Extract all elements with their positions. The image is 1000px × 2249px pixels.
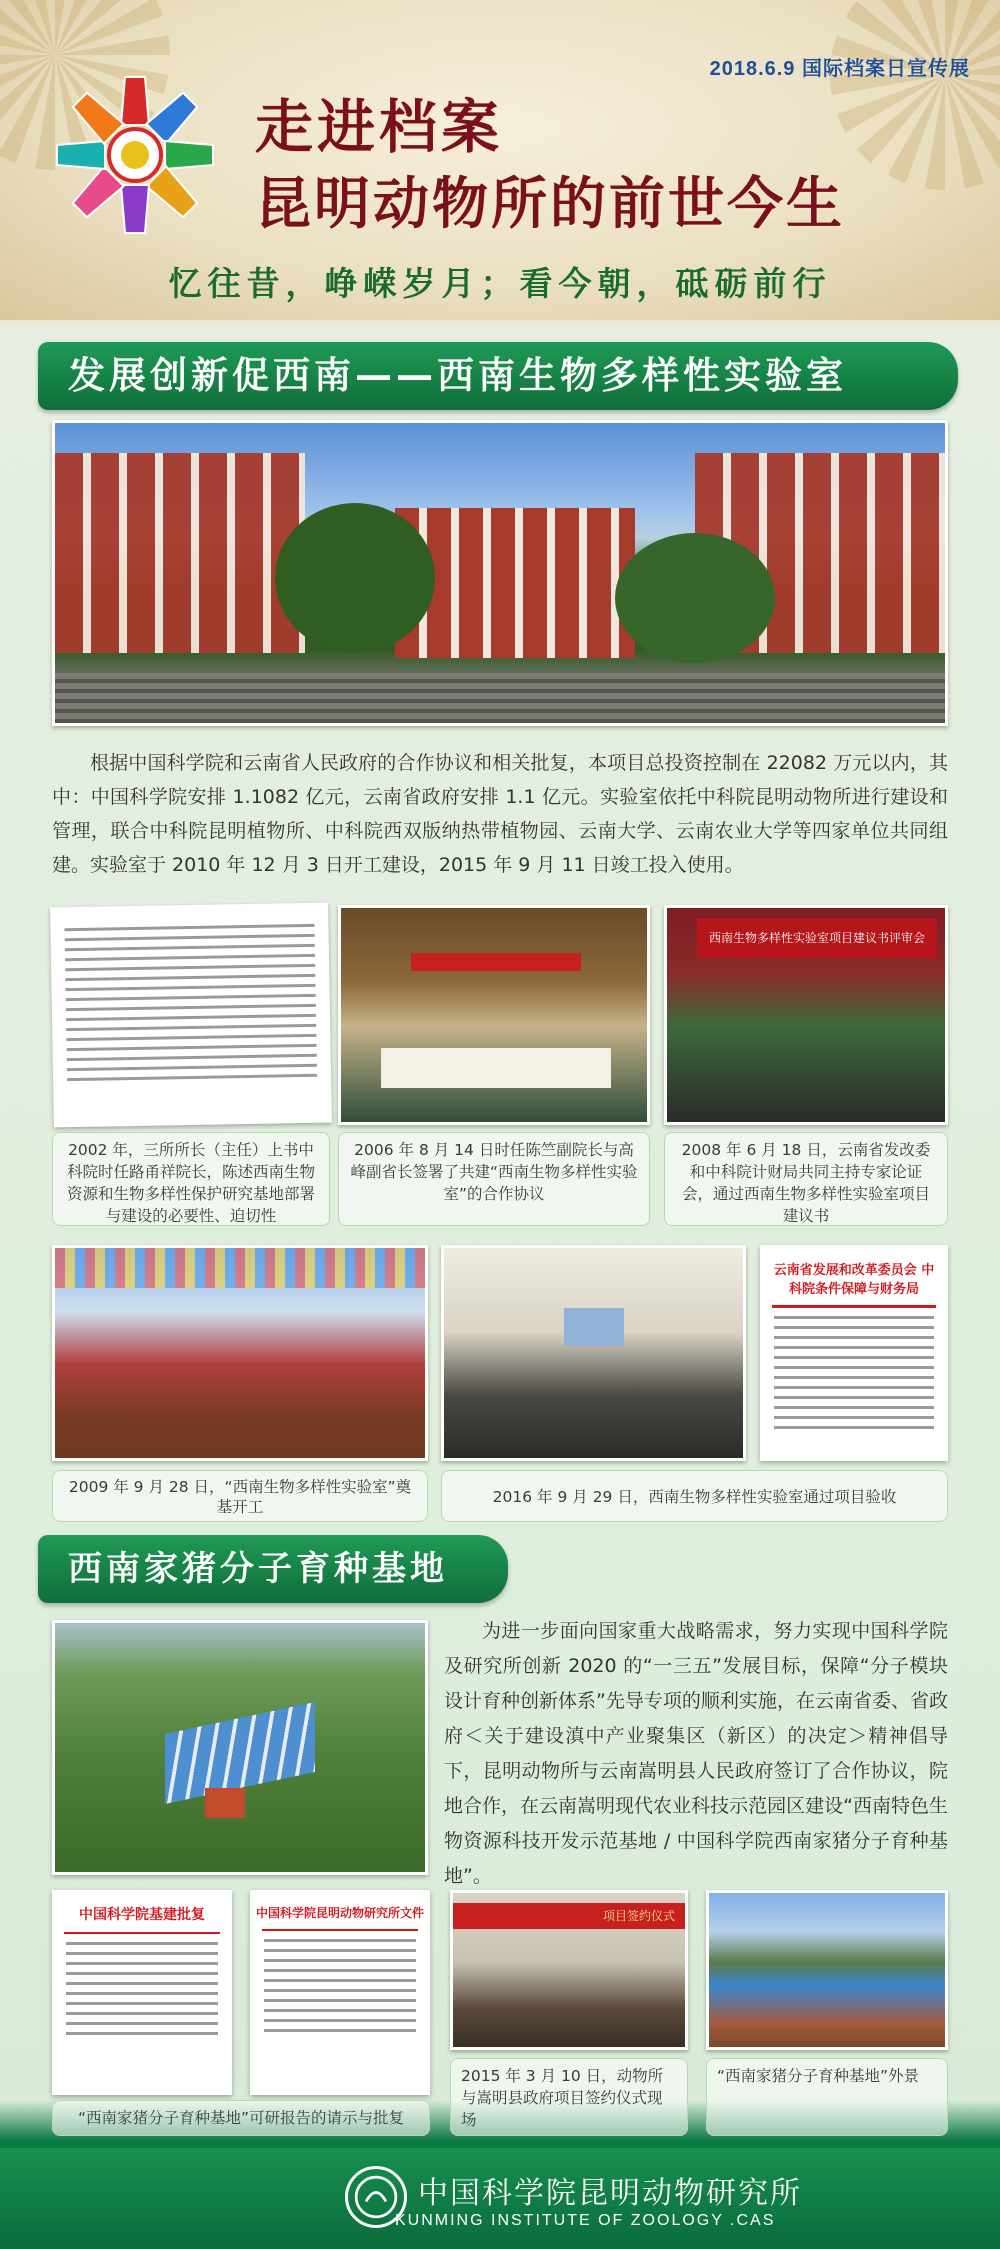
institute-name-en: KUNMING INSTITUTE OF ZOOLOGY .CAS xyxy=(395,2212,776,2229)
tree xyxy=(615,533,775,663)
handwritten-letter-photo xyxy=(50,903,332,1128)
building-wing-left xyxy=(55,453,305,653)
kiz-request-document xyxy=(250,1890,430,2095)
red-banner xyxy=(411,953,581,971)
signing-ceremony-2015-photo xyxy=(450,1890,688,2050)
institute-name-cn: 中国科学院昆明动物研究所 xyxy=(418,2176,802,2211)
page-title-line1: 走进档案 xyxy=(255,93,504,161)
archive-day-logo-icon xyxy=(50,70,220,240)
signing-table xyxy=(381,1048,611,1088)
approval-document-photo xyxy=(760,1245,948,1461)
caption-2008: 2008 年 6 月 18 日，云南省发改委和中科院计财局共同主持专家论证会，通过西南生物多样性实验室项目建议书 xyxy=(664,1132,948,1226)
doc-header: 中国科学院基建批复 xyxy=(79,1907,205,1923)
review-meeting-photo xyxy=(664,905,948,1125)
section2-paragraph: 为进一步面向国家重大战略需求，努力实现中国科学院及研究所创新 2020 的“一三五”发展目标，保障“分子模块设计育种创新体系”先导专项的顺利实施，在云南省委、省政府＜关于建设滇中产业聚集区（新区）的决定＞精神倡导下，昆明动物所与云南嵩明县人民政府签订了合作协议，院地合作，在云南嵩明现代农业科技示范园区建设“西南特色生物资源科技开发示范基地 / 中国科学院西南家猪分子育种基地”。 xyxy=(444,1620,948,1887)
logo-petal xyxy=(121,77,149,125)
caption-2009: 2009 年 9 月 28 日，“西南生物多样性实验室”奠基开工 xyxy=(52,1470,428,1522)
doc-header: 云南省发展和改革委员会 中科院条件保障与财务局 xyxy=(773,1263,935,1297)
slogan: 忆往昔，峥嵘岁月；看今朝，砥砺前行 xyxy=(168,264,832,303)
ceremony-banner: 项目签约仪式 xyxy=(453,1903,685,1929)
steps xyxy=(55,673,945,723)
caption-feasibility-report: “西南家猪分子育种基地”可研报告的请示与批复 xyxy=(52,2100,430,2136)
meeting-banner: 西南生物多样性实验室项目建议书评审会 xyxy=(697,918,937,958)
caption-2016: 2016 年 9 月 29 日，西南生物多样性实验室通过项目验收 xyxy=(441,1470,948,1522)
signing-ceremony-photo xyxy=(338,905,650,1125)
pig-base-exterior-photo xyxy=(706,1890,948,2050)
logo-petal xyxy=(57,141,105,169)
projector-screen xyxy=(564,1308,624,1346)
doc-header: 中国科学院昆明动物研究所文件 xyxy=(255,1906,424,1920)
logo-petal xyxy=(121,185,149,233)
date-event-label: 2018.6.9 国际档案日宣传展 xyxy=(709,58,970,80)
caption-2006: 2006 年 8 月 14 日时任陈竺副院长与高峰副省长签署了共建“西南生物多样性实验室”的合作协议 xyxy=(338,1132,650,1226)
section1-banner: 发展创新促西南——西南生物多样性实验室 xyxy=(38,342,958,410)
flags xyxy=(55,1248,425,1288)
section1-paragraph: 根据中国科学院和云南省人民政府的合作协议和相关批复，本项目总投资控制在 22082 万元以内，其中：中国科学院安排 1.1082 亿元，云南省政府安排 1.1 亿元。实验室依托中科院昆明动物所进行建设和管理，联合中科院昆明植物所、中科院西双版纳热带植物园、云南大学、云南农业大学等四家单位共同组建。实验室于 2010 年 12 月 3 日开工建设，2015 年 9 月 11 日竣工投入使用。 xyxy=(52,752,948,876)
caption-2015-signing: 2015 年 3 月 10 日，动物所与嵩明县政府项目签约仪式现场 xyxy=(450,2058,688,2136)
aerial-base-photo xyxy=(52,1620,428,1875)
tree xyxy=(275,503,435,653)
caption-2002: 2002 年，三所所长（主任）上书中科院时任路甬祥院长，陈述西南生物资源和生物多样性保护研究基地部署与建设的必要性、迫切性 xyxy=(52,1132,330,1226)
groundbreaking-photo xyxy=(52,1245,428,1461)
cas-approval-document xyxy=(52,1890,232,2095)
building-photo xyxy=(52,420,948,726)
page-title-line2: 昆明动物所的前世今生 xyxy=(255,171,845,237)
section2-banner: 西南家猪分子育种基地 xyxy=(38,1535,508,1603)
corner-decoration xyxy=(830,0,1000,190)
logo-petal xyxy=(165,141,213,169)
caption-base-exterior: “西南家猪分子育种基地”外景 xyxy=(706,2058,948,2136)
acceptance-meeting-photo xyxy=(441,1245,746,1461)
red-building xyxy=(205,1788,245,1818)
